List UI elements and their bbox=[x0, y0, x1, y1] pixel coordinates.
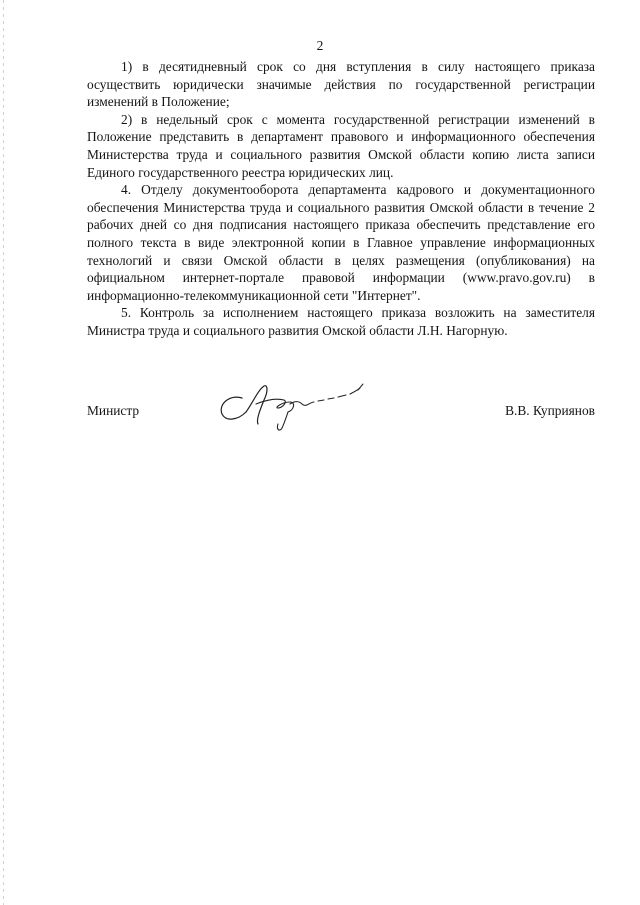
order-body-text bbox=[87, 58, 595, 340]
paragraph-2: 2) в недельный срок с момента государственной регистрации изменений в Положение представить в департамент правового и информационного обеспечения Министерства труда и социального развития Омской области копию листа записи Единого государственного реестра юридических лиц. bbox=[87, 111, 595, 180]
scan-edge-line bbox=[3, 0, 4, 905]
signer-name: В.В. Куприянов bbox=[505, 403, 595, 418]
paragraph-5: 5. Контроль за исполнением настоящего приказа возложить на заместителя Министра труда и социального развития Омской области Л.Н. Нагорную. bbox=[87, 305, 595, 338]
handwritten-signature bbox=[212, 380, 372, 434]
signer-position: Министр bbox=[87, 403, 140, 418]
page-number: 2 bbox=[316, 38, 324, 53]
signature-block bbox=[87, 400, 595, 440]
paragraph-1: 1) в десятидневный срок со дня вступления в силу настоящего приказа осуществить юридически значимые действия по государственной регистрации изменений в Положение; bbox=[87, 59, 595, 110]
paragraph-4: 4. Отделу документооборота департамента кадрового и документационного обеспечения Министерства труда и социального развития Омской области в течение 2 рабочих дней со дня подписания настоящего приказа обеспечить представление его полного текста в виде электронной копии в Главное управление информационных технологий и связи Омской области в целях размещения (опубликования) на официальном интернет-портале правовой информации (www.pravo.gov.ru) в информационно-телекоммуникационной сети "Интернет". bbox=[87, 182, 595, 303]
